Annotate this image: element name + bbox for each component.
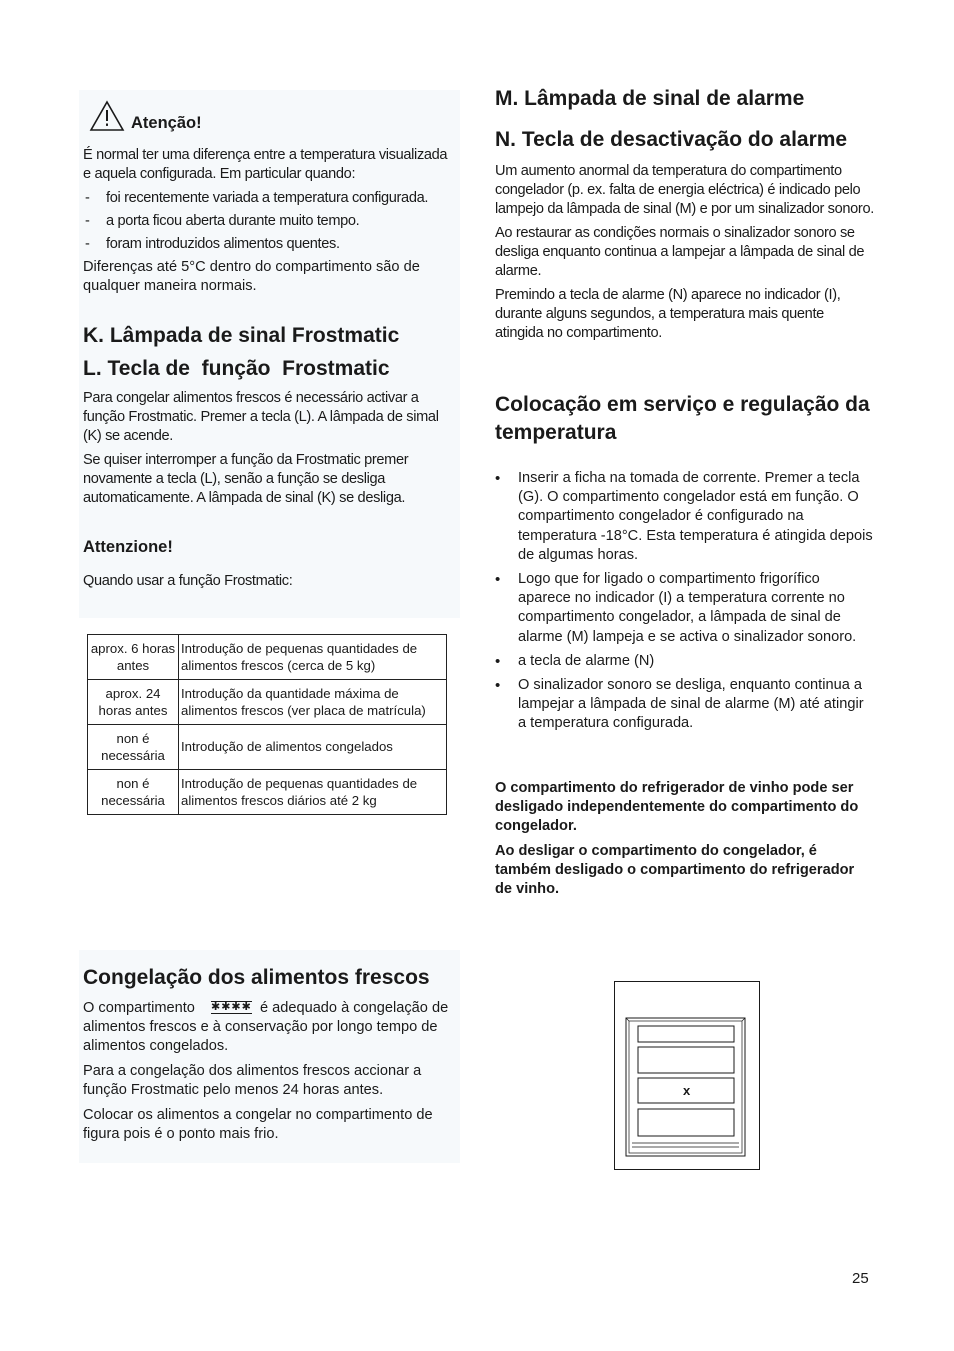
- congelacao-para-2: Para a congelação dos alimentos frescos accionar a função Frostmatic pelo menos 24 horas antes.: [83, 1063, 422, 1098]
- list-item: - foram introduzidos alimentos quentes.: [83, 235, 458, 254]
- alarm-text: [495, 162, 875, 343]
- warning-triangle-icon: [89, 100, 125, 132]
- table-cell-what: Introdução da quantidade máxima de alimentos frescos (ver placa de matrícula): [179, 680, 447, 725]
- list-item: • a tecla de alarme (N): [495, 652, 655, 670]
- heading-n: N. Tecla de desactivação do alarme: [495, 128, 848, 151]
- heading-k: K. Lâmpada de sinal Frostmatic: [83, 324, 400, 347]
- congelacao-para-3: Colocar os alimentos a congelar no compartimento de figura pois é o ponto mais frio.: [83, 1107, 433, 1142]
- attenzione-title: Attenzione!: [83, 538, 173, 556]
- list-item: - foi recentemente variada a temperatura configurada.: [83, 189, 458, 208]
- list-item: • Logo que for ligado o compartimento frigorífico aparece no indicador (I) a temperatura corrente no compartimento congelador, a lâmpada de sinal de alarme (M) lampeja e se activa o sinalizador sonoro.: [495, 571, 857, 645]
- table-cell-when: aprox. 24 horas antes: [88, 680, 179, 725]
- attention-footer: Diferenças até 5°C dentro do compartimento são de qualquer maneira normais.: [83, 259, 420, 294]
- congelacao-para-1: [83, 999, 461, 1056]
- bullet-icon: •: [495, 652, 501, 670]
- table-row: [88, 680, 447, 725]
- table-cell-what: Introdução de pequenas quantidades de alimentos frescos (cerca de 5 kg): [179, 635, 447, 680]
- table-cell-what: Introdução de pequenas quantidades de alimentos frescos diários até 2 kg: [179, 770, 447, 815]
- congelacao-para-1-end: é adequado à congelação de alimentos frescos e à conservação por longo tempo de alimentos congelados.: [83, 1000, 449, 1054]
- list-item: - a porta ficou aberta durante muito tempo.: [83, 212, 458, 231]
- attenzione-text: Quando usar a função Frostmatic:: [83, 573, 293, 589]
- bullet-icon: •: [495, 470, 501, 487]
- congelacao-para-1-start: O compartimento: [83, 1000, 195, 1016]
- freezer-drawers-illustration: [614, 981, 760, 1170]
- attention-intro: É normal ter uma diferença entre a temperatura visualizada e aquela configurada. Em particular quando:: [83, 147, 448, 182]
- list-item: • O sinalizador sonoro se desliga, enquanto continua a lampejar a lâmpada de sinal de alarme (M) até atingir a temperatura configurada.: [495, 677, 864, 732]
- freezer-figure: [614, 981, 760, 1170]
- bold-note-2: Ao desligar o compartimento do congelador, é também desligado o compartimento do refrigerador de vinho.: [495, 842, 855, 898]
- colocacao-list: [495, 469, 873, 739]
- table-row: [88, 635, 447, 680]
- bullet-icon: •: [495, 571, 501, 589]
- alarm-para-1: Um aumento anormal da temperatura do compartimento congelador (p. ex. falta de energia eléctrica) é indicado pelo lampejo da lâmpada de sinal (M) e por um sinalizador sonoro.: [495, 163, 874, 217]
- frostmatic-text: [83, 389, 459, 508]
- table-cell-when: non é necessária: [88, 770, 179, 815]
- heading-m: M. Lâmpada de sinal de alarme: [495, 87, 805, 110]
- table-row: [88, 770, 447, 815]
- bold-notes: [495, 779, 870, 904]
- table-cell-what: Introdução de alimentos congelados: [179, 725, 447, 770]
- drawer-marker: x: [683, 1083, 691, 1098]
- alarm-para-3: Premindo a tecla de alarme (N) aparece no indicador (I), durante alguns segundos, a temperatura mais quente atingida no compartimento.: [495, 287, 841, 341]
- attention-block: [83, 100, 458, 296]
- table-cell-when: non é necessária: [88, 725, 179, 770]
- bold-note-1: O compartimento do refrigerador de vinho pode ser desligado independentemente do compartimento do congelador.: [495, 780, 859, 835]
- page-number: 25: [852, 1270, 869, 1287]
- heading-l: L. Tecla de função Frostmatic: [83, 357, 390, 380]
- congelacao-text: [83, 999, 461, 1144]
- frostmatic-para-1: Para congelar alimentos frescos é necessário activar a função Frostmatic. Premer a tecla (L). A lâmpada de simal (K) se acende.: [83, 390, 439, 444]
- alarm-para-2: Ao restaurar as condições normais o sinalizador sonoro se desliga enquanto continua a lampejar a lâmpada de sinal de alarme.: [495, 225, 865, 279]
- table-row: [88, 725, 447, 770]
- attention-list: [83, 189, 458, 254]
- frostmatic-para-2: Se quiser interromper a função da Frostmatic premer novamente a tecla (L), senão a função se desliga automaticamente. A lâmpada de sinal (K) se desliga.: [83, 452, 409, 506]
- bullet-icon: •: [495, 677, 501, 695]
- attention-title: Atenção!: [131, 114, 202, 132]
- table-cell-when: aprox. 6 horas antes: [88, 635, 179, 680]
- freezer-stars-icon: ✱✱✱✱: [211, 1001, 252, 1013]
- congelacao-heading: Congelação dos alimentos frescos: [83, 966, 430, 989]
- list-item: • Inserir a ficha na tomada de corrente. Premer a tecla (G). O compartimento congelador está em função. O compartimento congelador é configurado na temperatura -18°C. Esta temperatura é atingida depois de algumas horas.: [495, 470, 873, 563]
- colocacao-heading: Colocação em serviço e regulação da temperatura: [495, 393, 870, 444]
- attention-title-row: [83, 100, 458, 138]
- frostmatic-table: [87, 634, 447, 815]
